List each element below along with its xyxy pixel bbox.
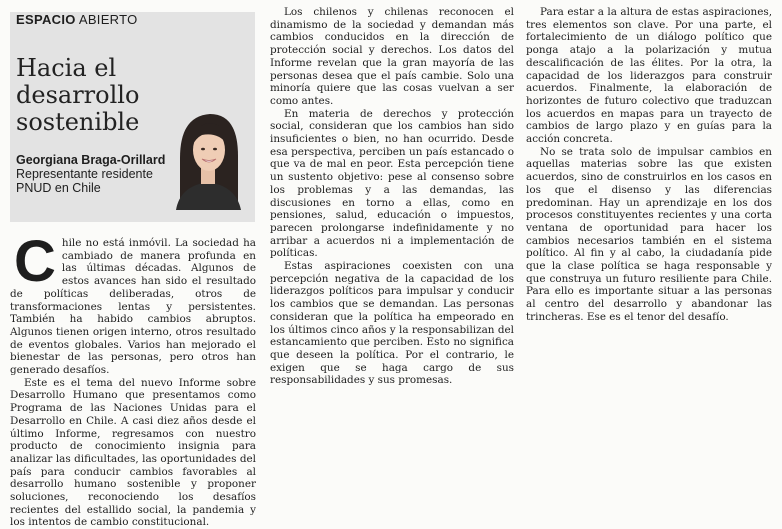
section-label [16, 12, 138, 27]
paragraph-3: Los chilenos y chilenas reconocen el dinamismo de la sociedad y demandan más cambios conducidos en la dirección de protección social y derechos. Los datos del Informe revelan que la gran mayoría de las personas desea que el país cambie. Solo una minoría quiere que las cosas vuelvan a ser como antes. [270, 6, 514, 107]
paragraph-4: En materia de derechos y protección social, consideran que los cambios han sido insuficientes o bien, no han ocurrido. Desde esa perspectiva, perciben un país estancado o que va de mal en peor. Esta percepción tiene un sustento objetivo: pese al consenso sobre los problemas y a las demandas, las discusiones en torno a ellas, como en pensiones, salud, educación o impuestos, parecen prolongarse indefinidamente y no arribar a acuerdos ni a implementación de políticas. [270, 107, 514, 260]
author-portrait [172, 108, 245, 210]
paragraph-7: No se trata solo de impulsar cambios en aquellas materias sobre las que existen acuerdos, sino de construirlos en los casos en los que el disenso y las diferencias predominan. Hay un aprendizaje en los dos procesos constituyentes recientes y una corta ventana de oportunidad para hacer los cambios necesarios también en el sistema político. Al fin y al cabo, la ciudadanía pide que la clase política se haga responsable y que construya un futuro resiliente para Chile. Para ello es importante situar a las personas al centro del desarrollo y abandonar las trincheras. Ese es el tenor del desafío. [526, 145, 772, 323]
article-column-1 [10, 229, 256, 529]
drop-cap: C [14, 229, 56, 294]
article-column-2 [270, 6, 514, 443]
paragraph-5: Estas aspiraciones coexisten con una percepción negativa de la capacidad de los liderazgos políticos para impulsar y conducir los cambios que se demandan. Las personas consideran que la política ha empeorado en los últimos cinco años y la responsabilizan del estancamiento que perciben. Esto no significa que deseen la política. Por el contrario, le exigen que se haga cargo de sus responsabilidades y sus promesas. [270, 260, 514, 387]
article-title: Hacia el desarrollo sostenible [16, 54, 140, 136]
paragraph-2-start: Este es el tema del nuevo Informe sobre Desarrollo Humano que presentamos como Programa de las Naciones Unidas para el Desarrollo en Chile. A casi diez años desde el último Informe, regresamos con nuestro producto de conocimiento insignia para analizar las dificultades, las oportunidades del país para conducir cambios favorables al desarrollo humano sostenible y proponer soluciones, reconociendo los desafíos recientes del estallido social, la pandemia y los intentos de cambio constitucional. [10, 376, 256, 529]
paragraph-6: Para estar a la altura de estas aspiraciones, tres elementos son clave. Por una parte, el fortalecimiento de un diálogo político que ponga atajo a la polarización y mutua descalificación de las élites. Por la otra, la capacidad de los liderazgos para construir acuerdos. Finalmente, la elaboración de horizontes de futuro colectivo que traduzcan los acuerdos en mapas para un trayecto de cambios de largo plazo y en guías para la acción concreta. [526, 6, 772, 146]
section-label-bold: ESPACIO [16, 12, 76, 27]
section-label-light: ABIERTO [78, 12, 138, 27]
article-column-3 [526, 6, 772, 443]
author-role: Representante residente PNUD en Chile [16, 167, 153, 195]
author-block [16, 153, 186, 195]
paragraph-1: hile no está inmóvil. La sociedad ha cambiado de manera profunda en las últimas décadas. Algunos de estos avances han sido el resultado de políticas deliberadas, otros de transformaciones lentas y persistentes. También ha habido cambios abruptos. Algunos tienen origen interno, otros resultado de eventos globales. Varios han mejorado el bienestar de las personas, pero otros han generado desafíos. [10, 237, 256, 377]
author-name: Georgiana Braga-Orillard [16, 153, 166, 167]
